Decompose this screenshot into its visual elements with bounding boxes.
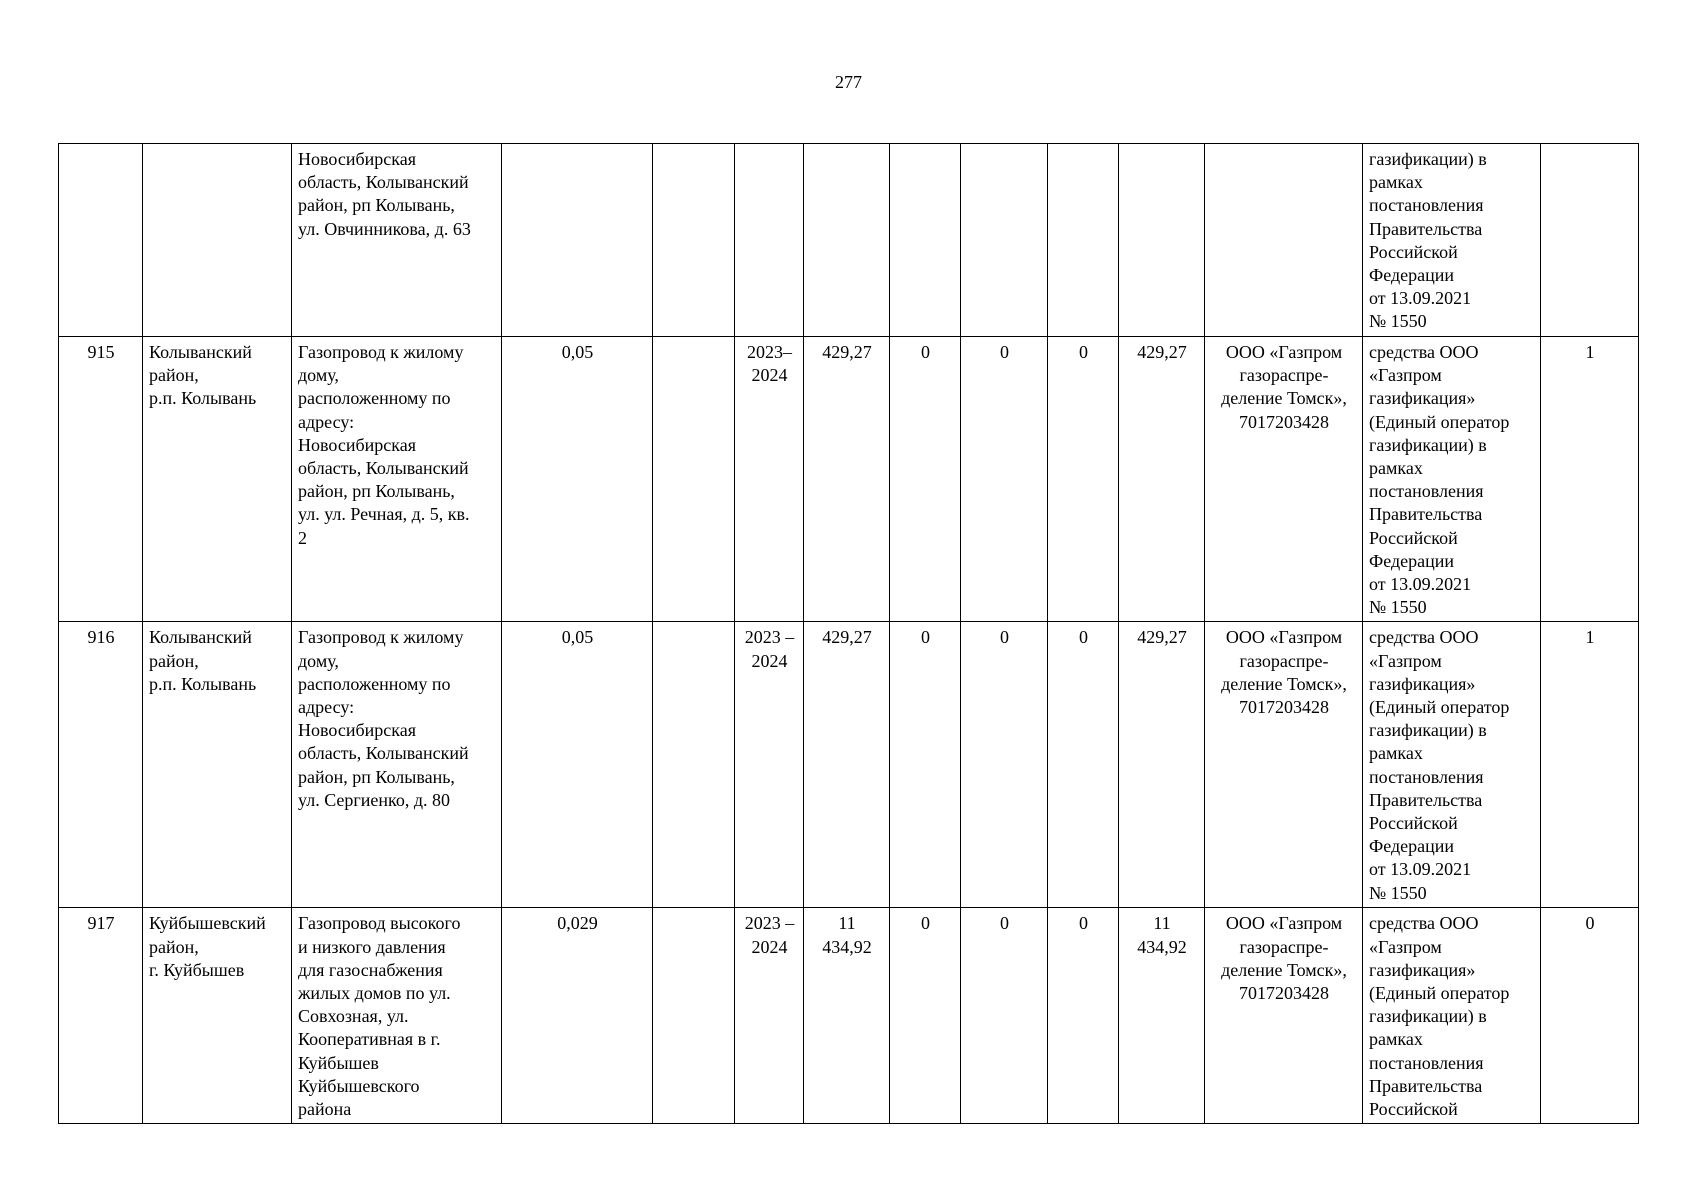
cell-v3: 0 bbox=[1048, 908, 1119, 1124]
cell-executor: ООО «Газпром газораспре- деление Томск», 7017203428 bbox=[1205, 337, 1363, 622]
cell-total: 429,27 bbox=[804, 622, 890, 908]
cell-district: Куйбышевский район, г. Куйбышев bbox=[143, 908, 292, 1124]
cell-v4: 429,27 bbox=[1119, 622, 1205, 908]
cell-v3 bbox=[1048, 144, 1119, 337]
cell-district: Колыванский район, р.п. Колывань bbox=[143, 337, 292, 622]
cell-v2 bbox=[961, 144, 1048, 337]
cell-period: 2023 – 2024 bbox=[735, 908, 804, 1124]
cell-source: средства ООО «Газпром газификация» (Единый оператор газификации) в рамках постановления Правительства Российской bbox=[1363, 908, 1541, 1124]
cell-district bbox=[143, 144, 292, 337]
cell-total: 11 434,92 bbox=[804, 908, 890, 1124]
cell-period: 2023– 2024 bbox=[735, 337, 804, 622]
cell-number: 915 bbox=[59, 337, 143, 622]
cell-v4: 11 434,92 bbox=[1119, 908, 1205, 1124]
cell-district: Колыванский район, р.п. Колывань bbox=[143, 622, 292, 908]
cell-executor: ООО «Газпром газораспре- деление Томск», 7017203428 bbox=[1205, 908, 1363, 1124]
table-row bbox=[59, 337, 1639, 622]
cell-source: средства ООО «Газпром газификация» (Единый оператор газификации) в рамках постановления Правительства Российской Федерации от 13.09.2021 № 1550 bbox=[1363, 622, 1541, 908]
cell-object: Газопровод к жилому дому, расположенному по адресу: Новосибирская область, Колыванский район, рп Колывань, ул. ул. Речная, д. 5, кв. 2 bbox=[292, 337, 502, 622]
cell-col5 bbox=[653, 622, 735, 908]
cell-v1: 0 bbox=[890, 908, 961, 1124]
cell-last: 1 bbox=[1541, 337, 1639, 622]
cell-col5 bbox=[653, 337, 735, 622]
cell-v2: 0 bbox=[961, 908, 1048, 1124]
cell-object: Газопровод к жилому дому, расположенному по адресу: Новосибирская область, Колыванский район, рп Колывань, ул. Сергиенко, д. 80 bbox=[292, 622, 502, 908]
cell-executor: ООО «Газпром газораспре- деление Томск», 7017203428 bbox=[1205, 622, 1363, 908]
cell-v2: 0 bbox=[961, 337, 1048, 622]
cell-last bbox=[1541, 144, 1639, 337]
cell-total bbox=[804, 144, 890, 337]
cell-length: 0,05 bbox=[502, 337, 653, 622]
cell-v1: 0 bbox=[890, 337, 961, 622]
table-row-continuation bbox=[59, 144, 1639, 337]
cell-number: 917 bbox=[59, 908, 143, 1124]
cell-source: газификации) в рамках постановления Правительства Российской Федерации от 13.09.2021 № 1550 bbox=[1363, 144, 1541, 337]
cell-v1 bbox=[890, 144, 961, 337]
cell-source: средства ООО «Газпром газификация» (Единый оператор газификации) в рамках постановления Правительства Российской Федерации от 13.09.2021 № 1550 bbox=[1363, 337, 1541, 622]
cell-v2: 0 bbox=[961, 622, 1048, 908]
table-row bbox=[59, 622, 1639, 908]
cell-last: 0 bbox=[1541, 908, 1639, 1124]
cell-col5 bbox=[653, 908, 735, 1124]
cell-length: 0,05 bbox=[502, 622, 653, 908]
cell-last: 1 bbox=[1541, 622, 1639, 908]
cell-object: Новосибирская область, Колыванский район, рп Колывань, ул. Овчинникова, д. 63 bbox=[292, 144, 502, 337]
cell-period bbox=[735, 144, 804, 337]
table-row bbox=[59, 908, 1639, 1124]
cell-v3: 0 bbox=[1048, 622, 1119, 908]
cell-length: 0,029 bbox=[502, 908, 653, 1124]
cell-number: 916 bbox=[59, 622, 143, 908]
cell-v4 bbox=[1119, 144, 1205, 337]
cell-number bbox=[59, 144, 143, 337]
cell-period: 2023 – 2024 bbox=[735, 622, 804, 908]
cell-object: Газопровод высокого и низкого давления для газоснабжения жилых домов по ул. Совхозная, ул. Кооперативная в г. Куйбышев Куйбышевского района bbox=[292, 908, 502, 1124]
cell-v4: 429,27 bbox=[1119, 337, 1205, 622]
gasification-table bbox=[58, 143, 1639, 1124]
page-number: 277 bbox=[835, 72, 862, 92]
cell-v3: 0 bbox=[1048, 337, 1119, 622]
cell-total: 429,27 bbox=[804, 337, 890, 622]
cell-v1: 0 bbox=[890, 622, 961, 908]
cell-length bbox=[502, 144, 653, 337]
cell-executor bbox=[1205, 144, 1363, 337]
cell-col5 bbox=[653, 144, 735, 337]
